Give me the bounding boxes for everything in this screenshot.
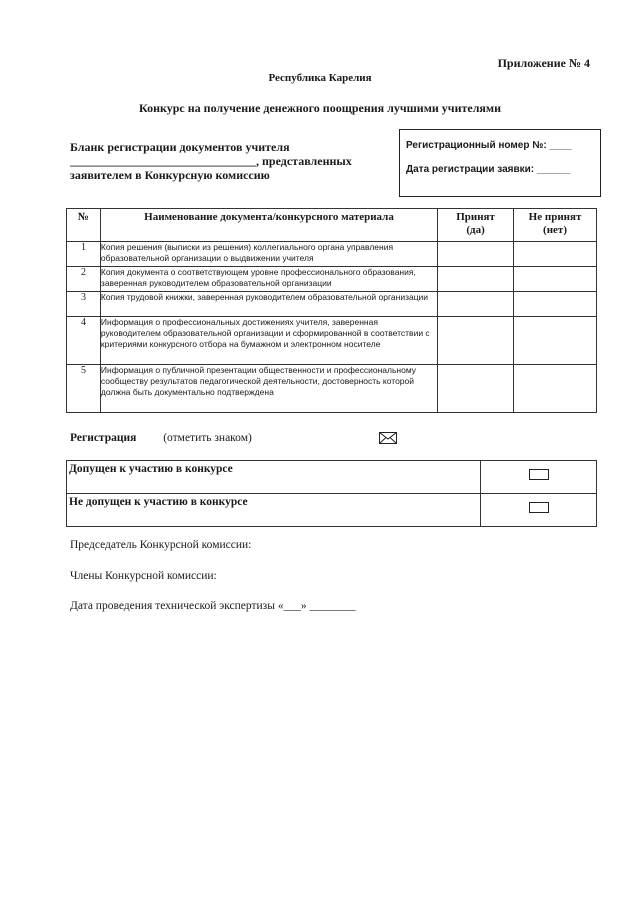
row-text: Информация о публичной презентации общественности и профессиональному сообществу результатов педагогической деятельности, достоверность которой должна быть документально подтверждена [100,365,437,413]
not-admitted-label: Не допущен к участию в конкурсе [67,494,481,527]
rejected-cell[interactable] [514,242,597,267]
table-row [67,242,597,267]
header-name: Наименование документа/конкурсного материала [100,209,437,242]
accepted-cell[interactable] [438,365,514,413]
table-header-row [67,209,597,242]
accepted-cell[interactable] [438,317,514,365]
header-rejected: Не принят (нет) [514,209,597,242]
table-row [67,365,597,413]
registration-number-label[interactable]: Регистрационный номер №: ____ [406,140,572,151]
form-title-line-1: Бланк регистрации документов учителя [70,140,290,154]
row-num: 1 [67,242,101,267]
registration-line [70,432,252,444]
envelope-icon[interactable] [379,432,397,444]
row-text: Информация о профессиональных достижениях учителя, заверенная руководителем образовательной организации и сформированной в соответствии с критериями конкурсного отбора на бумажном и электронном носителе [100,317,437,365]
form-title [70,140,390,182]
admitted-checkbox-cell [481,461,597,494]
accepted-cell[interactable] [438,292,514,317]
table-row [67,317,597,365]
registration-label: Регистрация [70,432,137,444]
row-num: 2 [67,267,101,292]
row-text: Копия решения (выписки из решения) коллегиального органа управления образовательной организации о выдвижении учителя [100,242,437,267]
republic-title: Республика Карелия [268,72,372,84]
appendix-number: Приложение № 4 [497,56,590,70]
table-row [67,292,597,317]
registration-box [399,129,601,197]
header-num: № [67,209,101,242]
row-num: 4 [67,317,101,365]
row-text: Копия документа о соответствующем уровне профессионального образования, заверенная руководителем образовательной организации [100,267,437,292]
not-admitted-checkbox-cell [481,494,597,527]
row-num: 5 [67,365,101,413]
accepted-cell[interactable] [438,267,514,292]
registration-note: (отметить знаком) [163,432,252,444]
not-admitted-row [67,494,597,527]
not-admitted-checkbox[interactable] [529,502,549,513]
form-title-line-3: заявителем в Конкурсную комиссию [70,168,270,182]
rejected-cell[interactable] [514,365,597,413]
table-row [67,267,597,292]
contest-title: Конкурс на получение денежного поощрения лучшими учителями [138,101,502,115]
form-title-line-2: _______________________________, представленных [70,154,352,168]
admitted-checkbox[interactable] [529,469,549,480]
rejected-cell[interactable] [514,292,597,317]
row-text: Копия трудовой книжки, заверенная руководителем образовательной организации [100,292,437,317]
rejected-cell[interactable] [514,267,597,292]
accepted-cell[interactable] [438,242,514,267]
members-line: Члены Конкурсной комиссии: [70,570,217,582]
admitted-label: Допущен к участию в конкурсе [67,461,481,494]
registration-date-label[interactable]: Дата регистрации заявки: ______ [406,164,571,175]
row-num: 3 [67,292,101,317]
documents-table [66,208,597,413]
chairman-line: Председатель Конкурсной комиссии: [70,539,252,551]
header-accepted: Принят (да) [438,209,514,242]
admission-table [66,460,597,527]
expertise-date-line: Дата проведения технической экспертизы «___» ________ [70,600,356,612]
rejected-cell[interactable] [514,317,597,365]
admitted-row [67,461,597,494]
